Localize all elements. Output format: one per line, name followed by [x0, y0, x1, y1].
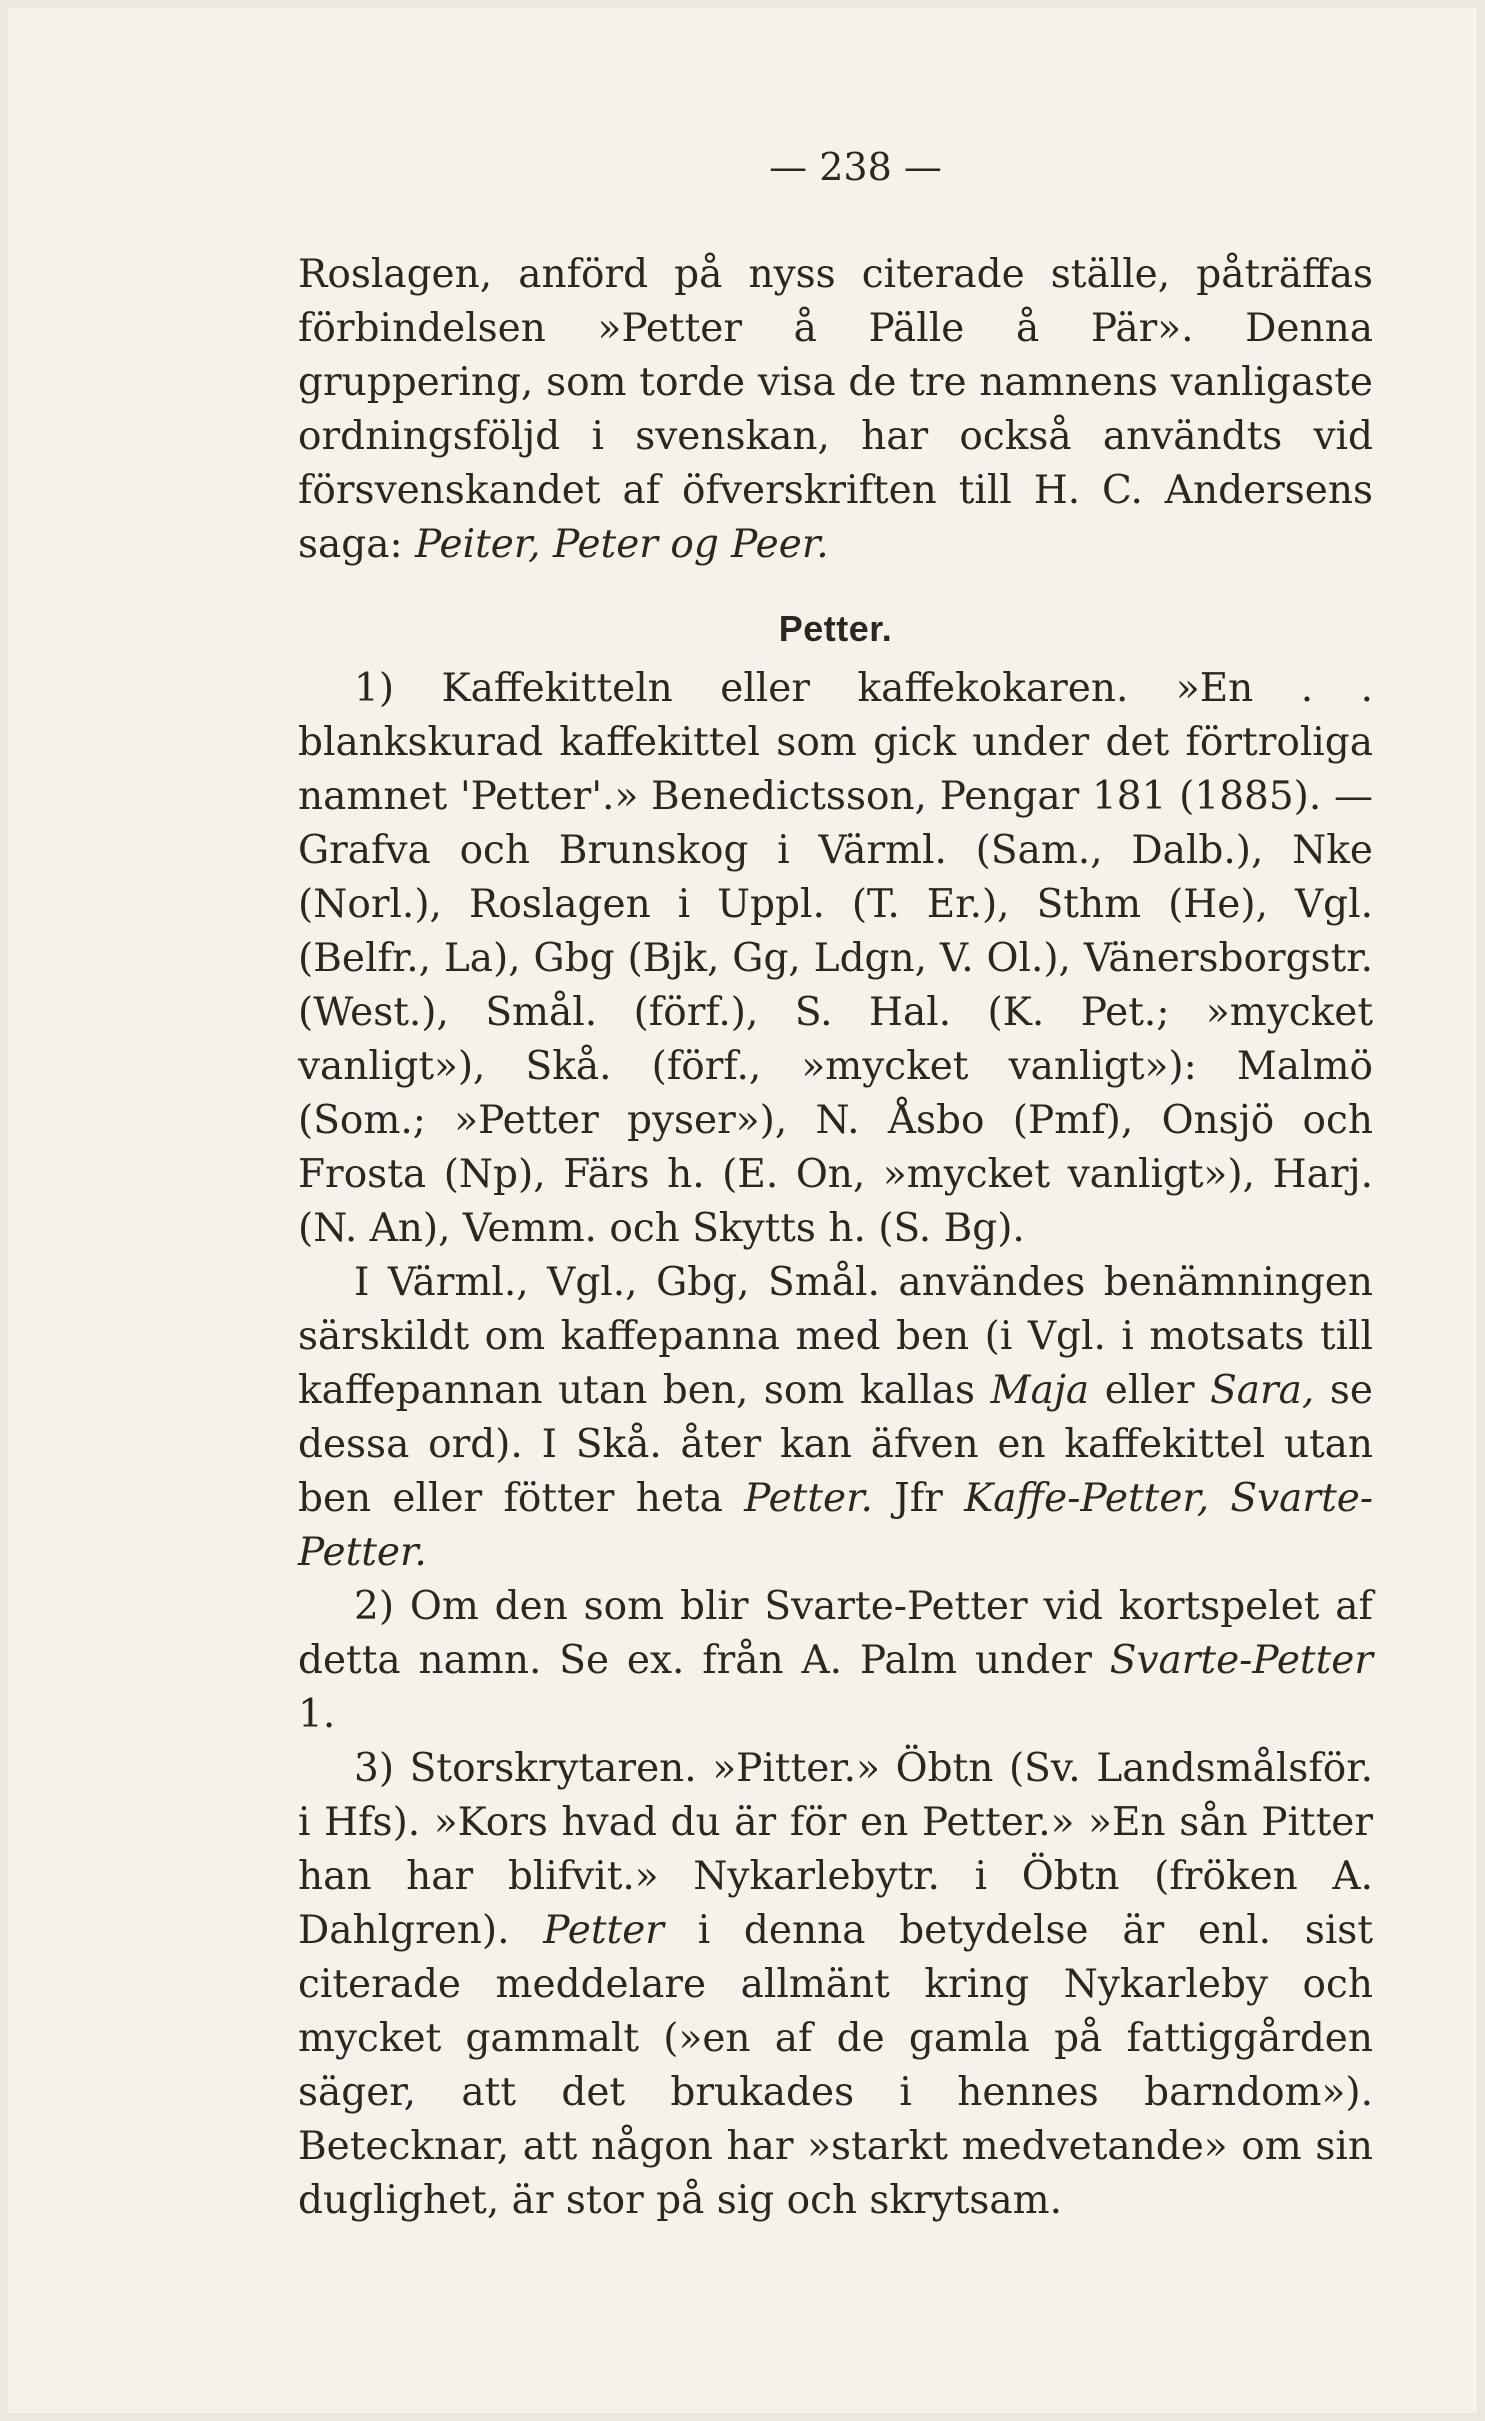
sense-1-paragraph: [298, 662, 1373, 1256]
sense-1-note-text-3: se dessa ord). I Skå. åter kan äfven en kaffekittel utan ben eller fötter heta: [298, 1368, 1373, 1521]
sense-1-note-text-1: I Värml., Vgl., Gbg, Smål. användes benämningen särskildt om kaffepanna med ben (i Vgl. i motsats till kaffepannan utan ben, som kallas: [298, 1260, 1373, 1413]
intro-italic-title: Peiter, Peter og Peer.: [415, 522, 829, 567]
page-number: — 238 —: [769, 145, 942, 189]
sense-1-note-text-4: Jfr: [872, 1476, 965, 1521]
sense-3-text-2: i denna betydelse är enl. sist citerade meddelare allmänt kring Nykarleby och mycket gammalt (»en af de gamla på fattiggården säger, att det brukades i hennes barndom»). Betecknar, att någon har »starkt medvetande» om sin duglighet, är stor på sig och skrytsam.: [298, 1908, 1373, 2223]
sense-1-note-paragraph: [298, 1256, 1373, 1580]
sense-2-text-1: 2) Om den som blir Svarte-Petter vid kortspelet af detta namn. Se ex. från A. Palm under: [298, 1584, 1373, 1683]
entry-heading: Petter.: [778, 608, 893, 649]
sense-3-text-1: 3) Storskrytaren. »Pitter.» Öbtn (Sv. Landsmålsför. i Hfs). »Kors hvad du är för en Petter.» »En sån Pitter han har blifvit.» Nykarlebytr. i Öbtn (fröken A. Dahlgren).: [298, 1746, 1373, 1953]
sense-1-note-text-2: eller: [1089, 1368, 1211, 1413]
sense-1-note-italic-crossref: Kaffe-Petter, Svarte-Petter.: [298, 1476, 1373, 1575]
sense-1-note-italic-petter: Petter.: [744, 1476, 873, 1521]
sense-2-text-2: 1.: [298, 1692, 336, 1737]
sense-3-italic: Petter: [543, 1908, 664, 1953]
sense-2-paragraph: [298, 1580, 1373, 1742]
sense-2-italic: Svarte-Petter: [1109, 1638, 1373, 1683]
sense-1-text: 1) Kaffekitteln eller kaffekokaren. »En . . blankskurad kaffekittel som gick under det förtroliga namnet 'Petter'.» Benedictsson, Pengar 181 (1885). — Grafva och Brunskog i Värml. (Sam., Dalb.), Nke (Norl.), Roslagen i Uppl. (T. Er.), Sthm (He), Vgl. (Belfr., La), Gbg (Bjk, Gg, Ldgn, V. Ol.), Vänersborgstr. (West.), Smål. (förf.), S. Hal. (K. Pet.; »mycket vanligt»), Skå. (förf., »mycket vanligt»): Malmö (Som.; »Petter pyser»), N. Åsbo (Pmf), Onsjö och Frosta (Np), Färs h. (E. On, »mycket vanligt»), Harj. (N. An), Vemm. och Skytts h. (S. Bg).: [298, 666, 1373, 1251]
intro-text: Roslagen, anförd på nyss citerade ställe, påträffas förbindelsen »Petter å Pälle å Pär». Denna gruppering, som torde visa de tre namnens vanligaste ordningsföljd i svenskan, har också användts vid försvenskandet af öfverskriften till H. C. Andersens saga:: [298, 252, 1373, 567]
sense-1-note-italic-maja: Maja: [990, 1368, 1090, 1413]
sense-1-note-italic-sara: Sara,: [1210, 1368, 1315, 1413]
intro-paragraph: [298, 248, 1373, 572]
page-text: [298, 140, 1373, 2228]
sense-3-paragraph: [298, 1742, 1373, 2228]
